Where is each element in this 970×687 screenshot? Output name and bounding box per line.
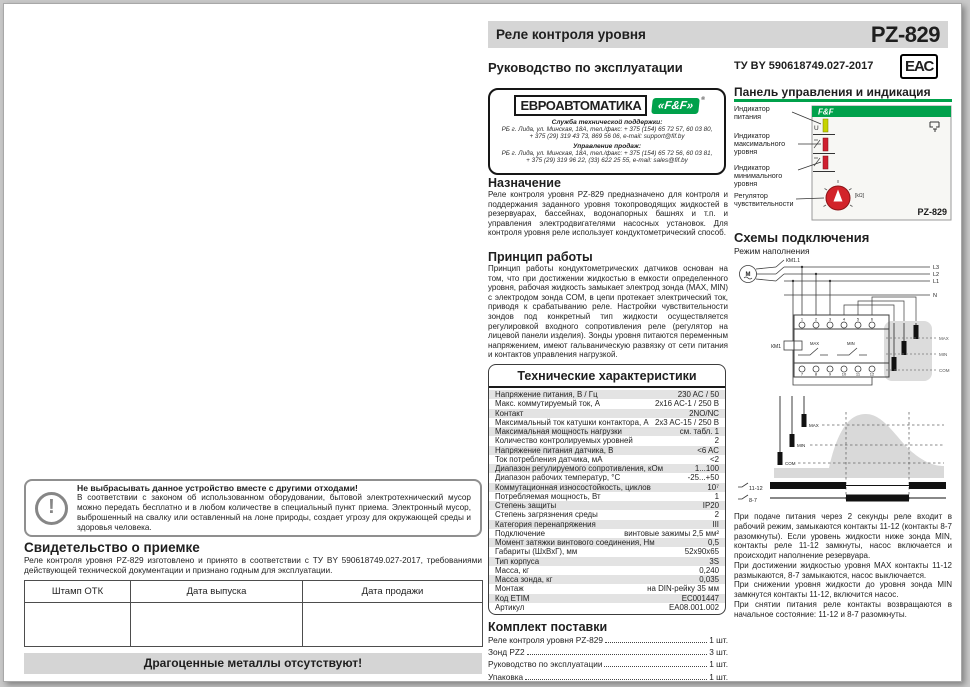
- disposal-warning-box: [24, 479, 482, 537]
- contacts-8-7-label: 8-7: [749, 498, 757, 504]
- dotted-leader: [604, 666, 707, 667]
- panel-section-title: Панель управления и индикация: [734, 85, 931, 99]
- svg-text:9: 9: [828, 371, 832, 377]
- page-header-bar: [488, 21, 948, 48]
- brand-box: [488, 88, 726, 175]
- svg-text:3: 3: [828, 316, 832, 322]
- spec-label: Артикул: [495, 602, 525, 612]
- sales-line-2: + 375 (29) 319 96 22, (33) 622 25 55, e-mail: sales@fif.by: [526, 157, 688, 164]
- spec-label: Коммутационная износостойкость, циклов: [495, 482, 651, 492]
- probe-max-label: MAX: [939, 336, 949, 341]
- spec-label: Код ETIM: [495, 593, 530, 603]
- max-indicator-label: Индикатор максимального уровня: [734, 131, 786, 157]
- spec-value: 3S: [709, 556, 719, 566]
- spec-value: на DIN-рейку 35 мм: [647, 584, 719, 594]
- spec-value: 1: [714, 491, 719, 501]
- timing-max-label: MAX: [809, 423, 819, 428]
- panel-logo-text: F&F: [818, 107, 834, 117]
- acceptance-empty-row: [25, 603, 483, 647]
- spec-row: [489, 566, 725, 575]
- brand-row: [490, 95, 724, 116]
- package-item-name: Руководство по эксплуатации: [488, 659, 603, 670]
- spec-value: 1...100: [694, 464, 719, 473]
- spec-row: [489, 510, 725, 519]
- timing-com-label: COM: [785, 461, 796, 466]
- package-list: [488, 634, 728, 683]
- svg-text:2: 2: [814, 316, 818, 322]
- terminal-numbers-bottom: [801, 372, 875, 377]
- purpose-title: Назначение: [488, 176, 561, 190]
- spec-label: Степень защиты: [495, 501, 557, 510]
- spec-label: Максимальный ток катушки контактора, А: [495, 417, 649, 427]
- svg-text:10: 10: [841, 371, 847, 377]
- line-l1-label: L1: [933, 279, 940, 285]
- eac-mark: ЕАС: [900, 54, 938, 79]
- no-precious-metals-banner: Драгоценные металлы отсутствуют!: [24, 653, 482, 674]
- spec-label: Момент затяжки винтового соединения, Нм: [495, 538, 655, 547]
- spec-value: III: [712, 519, 719, 529]
- operation-paragraph: При подаче питания через 2 секунды реле входит в рабочий режим, замыкаются контакты 11-12 (контакты 8-7 разомкнуты). Если уровень жидкости ниже зонда MIN, контакты реле 11-12 замкнуты, насос включается и происходит наполнение резервуара.: [734, 512, 952, 560]
- power-led: [823, 119, 828, 132]
- spec-row: [489, 418, 725, 427]
- spec-value: 2x3 AC-15 / 250 В: [654, 417, 719, 427]
- svg-text:11: 11: [855, 371, 861, 377]
- support-line-2: + 375 (29) 319 43 73, 869 56 06, e-mail: support@fif.by: [529, 133, 685, 140]
- spec-label: Масса, кг: [495, 565, 530, 575]
- package-title: Комплект поставки: [488, 620, 608, 634]
- svg-text:5: 5: [856, 316, 860, 322]
- document-page: [3, 3, 962, 682]
- operation-paragraph: При снятии питания реле контакты возвращаются в начальное состояние: 11-12 и 8-7 разомкнуты.: [734, 599, 952, 619]
- spec-label: Ток потребления датчика, мА: [495, 454, 603, 464]
- terminal-numbers-top: [801, 317, 874, 322]
- spec-row: [489, 529, 725, 538]
- spec-row: [489, 538, 725, 547]
- spec-value: 2x16 AC-1 / 250 В: [654, 399, 719, 409]
- spec-row: [489, 603, 725, 612]
- spec-label: Максимальная мощность нагрузки: [495, 427, 622, 436]
- spec-label: Масса зонда, кг: [495, 575, 553, 584]
- km11-label: КМ1.1: [786, 258, 801, 264]
- acceptance-text: Реле контроля уровня PZ-829 изготовлено и принято в соответствии с ТУ BY 590618749.027-2017, требованиями действующей технической документации и признано годным для эксплуатации.: [24, 555, 482, 576]
- disposal-text: В соответствии с законом об использованном оборудовании, бытовой электротехнический мусор можно передать бесплатно и в любом количестве в специальный пункт приема. Электронный мусор, выброшенный на свалку или оставленный на лоне природы, создает угрозу для окружающей среды и здоровья человека.: [77, 493, 471, 532]
- package-item-qty: 1 шт.: [709, 671, 728, 682]
- km1-coil: [784, 341, 802, 350]
- spec-row: [489, 547, 725, 556]
- spec-row: [489, 492, 725, 501]
- power-indicator-label: Индикатор питания: [734, 104, 770, 122]
- spec-label: Габариты (ШхВхГ), мм: [495, 547, 578, 557]
- dotted-leader: [605, 642, 707, 643]
- spec-row: [489, 436, 725, 445]
- package-item-qty: 1 шт.: [709, 659, 728, 670]
- spec-value: <2: [710, 454, 719, 464]
- tank: [884, 321, 932, 381]
- spec-row: [489, 390, 725, 399]
- model-number: PZ-829: [870, 21, 940, 47]
- spec-value: EA08.001.002: [668, 602, 719, 612]
- page-title: Реле контроля уровня: [496, 27, 646, 42]
- spec-row: [489, 501, 725, 510]
- spec-row: [489, 399, 725, 408]
- dotted-leader: [525, 679, 707, 680]
- spec-row: [489, 409, 725, 418]
- purpose-text: Реле контроля уровня PZ-829 предназначено для контроля и поддержания заданного уровня токопроводящих жидкостей в резервуарах, бассейнах, водонапорных башнях и т.п. и управления электродвигателями насосных установок. Для контроля уровня реле использует кондуктометрический способ.: [488, 190, 728, 238]
- dotted-leader: [527, 654, 708, 655]
- package-item-name: Реле контроля уровня PZ-829: [488, 635, 603, 645]
- stamp-otk-header: Штамп ОТК: [25, 581, 131, 603]
- u-label: U: [814, 125, 819, 132]
- tu-number: ТУ BY 590618749.027-2017: [734, 60, 874, 72]
- spec-label: Монтаж: [495, 584, 524, 594]
- contacts-11-12-label: 11-12: [749, 486, 763, 492]
- spec-row: [489, 427, 725, 436]
- specs-title: Технические характеристики: [489, 365, 725, 388]
- probe-min-label: MIN: [939, 352, 948, 357]
- spec-label: Потребляемая мощность, Вт: [495, 491, 601, 501]
- issue-date-cell: [131, 603, 303, 647]
- support-line-1: РБ г. Лида, ул. Минская, 18А, тел./факс: + 375 (154) 65 72 57, 60 03 80,: [501, 126, 713, 133]
- operation-paragraph: При достижении жидкостью уровня MAX контакты 11-12 размыкаются, 8-7 замыкаются, насос выключается.: [734, 560, 952, 580]
- spec-value: 2: [714, 510, 719, 520]
- sale-date-cell: [303, 603, 483, 647]
- spec-row: [489, 557, 725, 566]
- spec-label: Тип корпуса: [495, 556, 540, 566]
- package-item-qty: 3 шт.: [709, 647, 728, 658]
- relay-contacts: [798, 348, 867, 355]
- spec-value: винтовые зажимы 2,5 мм²: [624, 528, 719, 538]
- issue-date-header: Дата выпуска: [131, 581, 303, 603]
- operation-text: [734, 512, 952, 619]
- line-l3-label: L3: [933, 265, 940, 271]
- svg-text:7: 7: [800, 371, 804, 377]
- spec-label: Напряжение питания датчика, В: [495, 445, 614, 455]
- acceptance-table: [24, 580, 483, 647]
- manual-title: Руководство по эксплуатации: [488, 60, 683, 75]
- probe-com-label: COM: [939, 368, 950, 373]
- spec-row: [489, 446, 725, 455]
- spec-value: 2NO/NC: [689, 408, 719, 418]
- green-rule: [734, 99, 952, 102]
- spec-value: 0,5: [708, 538, 719, 547]
- acceptance-header-row: [25, 581, 483, 603]
- package-item-name: Зонд PZ2: [488, 647, 525, 658]
- disposal-text-block: [77, 483, 471, 533]
- min-level-led: [823, 156, 828, 169]
- spec-row: [489, 464, 725, 473]
- spec-value: -25...+50: [687, 473, 719, 483]
- package-item: [488, 634, 728, 646]
- spec-value: 230 AC / 50: [677, 390, 719, 399]
- relay-min-label: MIN: [847, 341, 855, 346]
- spec-row: [489, 584, 725, 593]
- specs-rows: [489, 390, 725, 612]
- spec-value: IP20: [702, 501, 719, 510]
- svg-text:4: 4: [842, 316, 846, 322]
- registered-mark: ®: [701, 95, 706, 102]
- spec-row: [489, 520, 725, 529]
- sales-line-1: РБ г. Лида, ул. Минская, 18А, тел./факс: + 375 (154) 65 72 56, 60 03 81,: [501, 150, 713, 157]
- package-item: [488, 671, 728, 683]
- timing-min-label: MIN: [797, 443, 806, 448]
- sale-date-header: Дата продажи: [303, 581, 483, 603]
- svg-text:12: 12: [869, 371, 875, 377]
- spec-label: Категория перенапряжения: [495, 519, 596, 529]
- stamp-otk-cell: [25, 603, 131, 647]
- package-item-qty: 1 шт.: [709, 635, 728, 645]
- sensitivity-knob-label: Регулятор чувствительности: [734, 191, 794, 209]
- spec-value: 0,035: [699, 575, 719, 584]
- spec-value: 0,240: [699, 565, 719, 575]
- motor-label: M: [745, 272, 751, 278]
- disposal-title: Не выбрасывать данное устройство вместе с другими отходами!: [77, 483, 358, 493]
- contact-state-bars: [770, 482, 946, 502]
- schemes-title: Схемы подключения: [734, 230, 870, 245]
- spec-label: Подключение: [495, 528, 546, 538]
- principle-title: Принцип работы: [488, 250, 593, 264]
- svg-text:8: 8: [814, 371, 818, 377]
- spec-label: Степень загрязнения среды: [495, 510, 598, 520]
- spec-row: [489, 455, 725, 464]
- support-title: Служба технической поддержки:: [551, 119, 663, 126]
- principle-text: Принцип работы кондуктометрических датчиков основан на том, что при достижении жидкостью в емкости определенного уровня, рабочая жидкость замыкает электрод зонда (MAX, MIN) с электродом зонда COM, в цепи протекает электрический ток, приводя к срабатыванию реле. Настройки чувствительности зондов под конкретный тип жидкости осуществляется регулировкой входного сопротивления реле (регулятор на лицевой панели изделия). Зонды уровня питаются переменным напряжением, имеют гальваническую развязку от сети питания и контактов управления нагрузкой.: [488, 264, 728, 360]
- max-level-led: [823, 138, 828, 151]
- specs-table: [488, 364, 726, 615]
- line-l2-label: L2: [933, 272, 940, 278]
- spec-value: EC001447: [681, 593, 719, 603]
- svg-text:1: 1: [800, 316, 804, 322]
- spec-value: 2: [714, 436, 719, 446]
- panel-figure: [734, 104, 952, 226]
- package-item: [488, 646, 728, 658]
- line-n-label: N: [933, 293, 937, 299]
- relay-max-label: MAX: [810, 341, 820, 346]
- spec-row: [489, 575, 725, 584]
- spec-row: [489, 483, 725, 492]
- ff-logo: [652, 95, 706, 114]
- brand-name: ЕВРОАВТОМАТИКА: [514, 95, 647, 116]
- min-indicator-label: Индикатор минимального уровня: [734, 163, 783, 189]
- spec-row: [489, 594, 725, 603]
- spec-label: Диапазон рабочих температур, °C: [495, 473, 621, 483]
- spec-value: 10⁷: [707, 482, 719, 492]
- spec-value: 52x90x65: [684, 547, 719, 557]
- spec-row: [489, 473, 725, 482]
- wiring-diagram: [734, 257, 952, 391]
- timing-diagram: [734, 394, 952, 508]
- spec-value: <6 AC: [697, 445, 719, 455]
- spec-label: Напряжение питания, В / Гц: [495, 390, 598, 399]
- km1-label: КМ1: [771, 344, 781, 350]
- spec-value: см. табл. 1: [679, 427, 719, 436]
- spec-label: Макс. коммутируемый ток, А: [495, 399, 601, 409]
- spec-label: Количество контролируемых уровней: [495, 436, 633, 446]
- exclamation-icon: !: [35, 492, 68, 525]
- knob-unit-label: [kΩ]: [855, 193, 865, 199]
- operation-paragraph: При снижении уровня жидкости до уровня зонда MIN замкнутся контакты 11-12, включится насос.: [734, 580, 952, 599]
- ff-logo-text: «F&F»: [657, 99, 695, 112]
- package-item-name: Упаковка: [488, 671, 524, 682]
- spec-label: Диапазон регулируемого сопротивления, кОм: [495, 464, 664, 473]
- sales-title: Управление продаж:: [572, 143, 642, 150]
- svg-text:6: 6: [870, 316, 874, 322]
- switch-glyphs: [738, 483, 748, 499]
- spec-label: Контакт: [495, 408, 524, 418]
- acceptance-title: Свидетельство о приемке: [24, 540, 200, 555]
- panel-model-label: PZ-829: [917, 207, 947, 217]
- package-item: [488, 658, 728, 670]
- mode-label: Режим наполнения: [734, 246, 810, 256]
